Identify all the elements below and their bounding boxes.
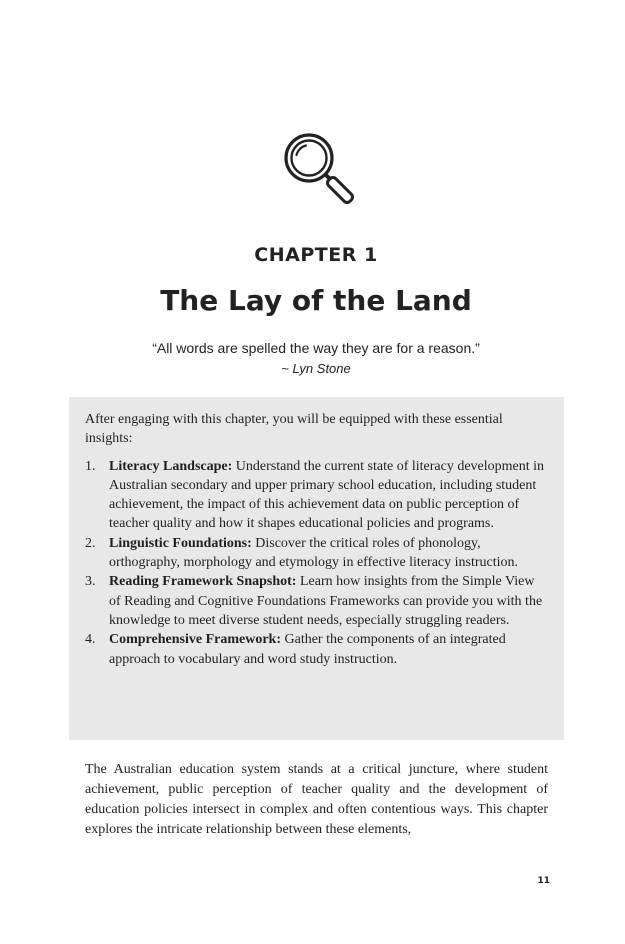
insight-item bbox=[85, 457, 548, 534]
insight-number: 4. bbox=[85, 632, 96, 648]
insights-intro: After engaging with this chapter, you will be equipped with these essential insights: bbox=[85, 412, 503, 447]
insight-text: Discover the critical roles of phonology, orthography, morphology and etymology in effective literacy instruction. bbox=[109, 535, 519, 571]
insight-term: Reading Framework Snapshot: bbox=[109, 574, 297, 590]
insights-list bbox=[85, 457, 548, 669]
chapter-label: CHAPTER 1 bbox=[254, 244, 378, 266]
page-number: 11 bbox=[537, 876, 550, 886]
insight-number: 1. bbox=[85, 458, 96, 474]
insight-item bbox=[85, 572, 548, 630]
insight-text: Learn how insights from the Simple View of Reading and Cognitive Foundations Frameworks can provide you with the knowledge to meet diverse student needs, especially struggling readers. bbox=[109, 574, 543, 628]
epigraph-attribution: ~ Lyn Stone bbox=[281, 361, 351, 376]
chapter-title: The Lay of the Land bbox=[160, 284, 472, 317]
insight-item bbox=[85, 630, 548, 669]
insight-number: 3. bbox=[85, 574, 96, 590]
magnifying-glass-icon bbox=[278, 128, 362, 212]
insights-box bbox=[69, 397, 564, 740]
insight-term: Literacy Landscape: bbox=[109, 458, 233, 474]
body-paragraph: The Australian education system stands at a critical juncture, where student achievement, public perception of teacher quality and the development of education policies intersect in complex and often contentious ways. This chapter explores the intricate relationship between these elements, bbox=[85, 762, 548, 837]
insight-term: Comprehensive Framework: bbox=[109, 632, 281, 648]
insight-number: 2. bbox=[85, 535, 96, 551]
insight-term: Linguistic Foundations: bbox=[109, 535, 252, 551]
insight-text: Understand the current state of literacy development in Australian secondary and upper primary school education, including student achievement, the impact of this achievement data on public perception of teacher quality and how it shapes educational policies and programs. bbox=[109, 458, 545, 532]
epigraph-quote: “All words are spelled the way they are for a reason.” bbox=[152, 340, 480, 356]
insight-item bbox=[85, 534, 548, 573]
insight-text: Gather the components of an integrated approach to vocabulary and word study instruction. bbox=[109, 632, 506, 667]
